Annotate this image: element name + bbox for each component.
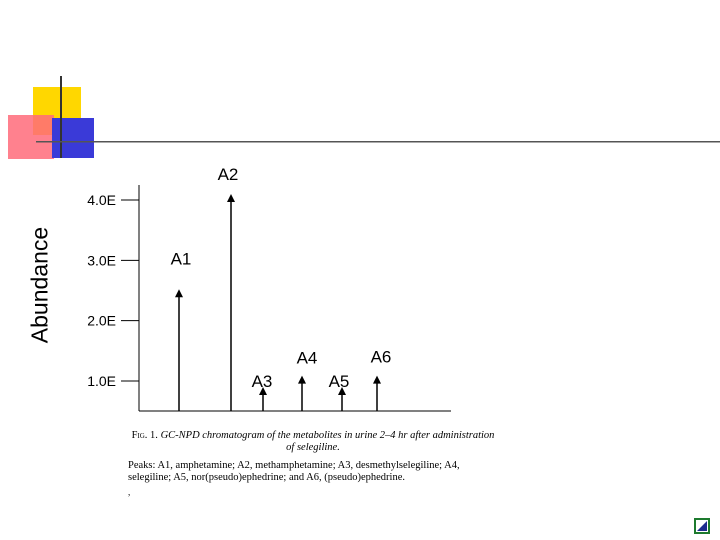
triangle-arrow-glyph [696, 520, 708, 532]
peak-arrowhead [373, 376, 381, 384]
peak-label: A3 [251, 372, 273, 392]
peak-label: A2 [217, 164, 239, 184]
peak-arrowhead [227, 194, 235, 202]
triangle-arrow-icon[interactable] [694, 518, 710, 534]
figure-title [128, 430, 498, 454]
figure-number: Fig. 1. [131, 430, 158, 441]
y-axis-label: Abundance [26, 226, 53, 344]
peak-arrowhead [298, 376, 306, 384]
y-tick-label: 2.0E [87, 312, 116, 329]
peak-legend: Peaks: A1, amphetamine; A2, methamphetamine; A3, desmethylselegiline; A4, selegiline; A5, nor(pseudo)ephedrine; and A6, (pseudo)ephedrine. [128, 460, 460, 483]
peak-label: A1 [170, 249, 192, 269]
figure-caption [128, 430, 498, 498]
y-tick-label: 4.0E [87, 192, 116, 208]
y-tick-label: 1.0E [87, 373, 116, 389]
peak-arrowhead [175, 289, 183, 297]
figure-description: GC-NPD chromatogram of the metabolites in urine 2–4 hr after administration of selegiline. [160, 430, 495, 453]
peak-label: A4 [296, 348, 318, 368]
peak-label: A5 [328, 372, 350, 392]
peak-label: A6 [370, 347, 392, 367]
trailing-mark: , [128, 487, 131, 497]
y-tick-label: 3.0E [87, 252, 116, 269]
